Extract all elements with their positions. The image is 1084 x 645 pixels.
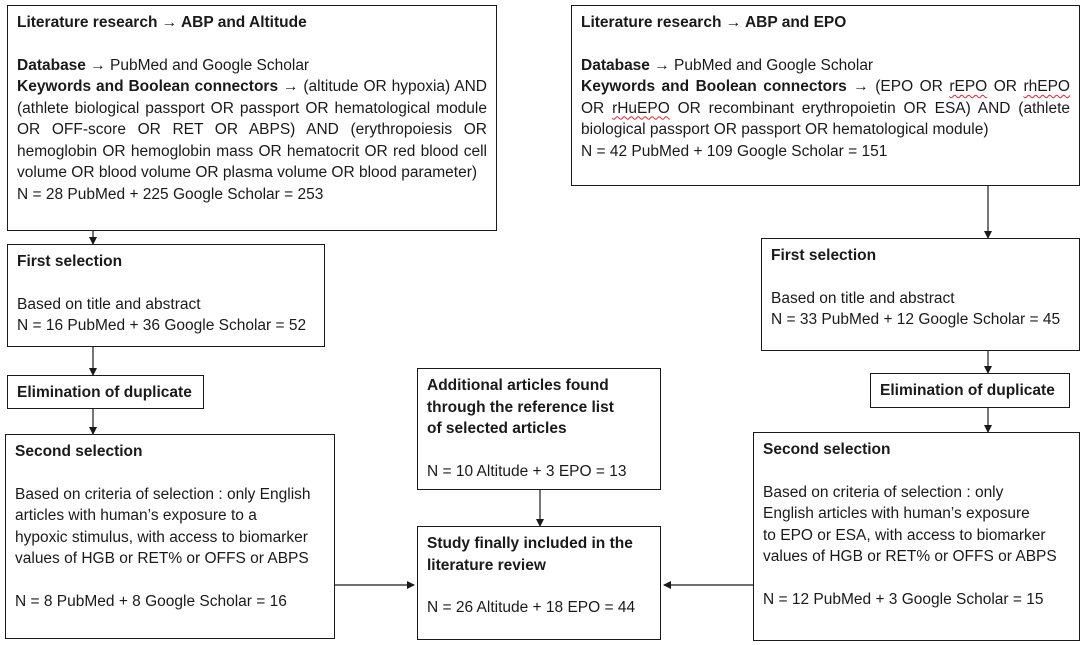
altitude-search-title: Literature research → ABP and Altitude <box>17 14 307 31</box>
epo-search-box <box>571 5 1080 186</box>
epo-second-line-3: to EPO or ESA, with access to biomarker <box>763 526 1046 544</box>
altitude-second-line-1: Based on criteria of selection : only English <box>15 485 311 503</box>
epo-second-line-2: English articles with human’s exposure <box>763 505 1030 522</box>
epo-duplicate-title: Elimination of duplicate <box>880 382 1055 399</box>
altitude-first-title: First selection <box>17 253 123 270</box>
epo-keywords-text: OR <box>987 78 1024 95</box>
altitude-first-selection-box <box>7 244 325 347</box>
epo-duplicate-box <box>870 373 1070 408</box>
epo-second-line-1: Based on criteria of selection : only <box>763 483 1004 501</box>
epo-keywords-label: Keywords and Boolean connectors → <box>581 78 869 95</box>
epo-first-selection-box <box>761 238 1080 351</box>
epo-second-line-4: values of HGB or RET% or OFFS or ABPS <box>763 548 1057 565</box>
keyword-rhuepo: rHuEPO <box>612 99 670 117</box>
epo-search-count: N = 42 PubMed + 109 Google Scholar = 151 <box>581 142 888 160</box>
altitude-keywords-text: (altitude OR hypoxia) AND (athlete biological passport OR passport OR hematological module OR OFF-score OR RET OR ABPS) AND (erythropoiesis OR hemoglobin OR hemoglobin mass OR hematocrit OR red blood cell volume OR blood volume OR plasma volume OR blood parameter) <box>17 78 487 181</box>
epo-database-label: Database <box>581 56 650 74</box>
altitude-second-count: N = 8 PubMed + 8 Google Scholar = 16 <box>15 592 287 610</box>
altitude-duplicate-title: Elimination of duplicate <box>17 384 192 401</box>
epo-database-text: → PubMed and Google Scholar <box>649 56 874 74</box>
epo-keywords-text: (EPO OR <box>868 78 950 95</box>
keyword-rhepo: rhEPO <box>1023 78 1070 95</box>
epo-first-basis: Based on title and abstract <box>771 289 955 307</box>
altitude-first-count: N = 16 PubMed + 36 Google Scholar = 52 <box>17 317 307 334</box>
additional-title-2: through the reference list <box>427 398 614 416</box>
altitude-second-line-2: articles with human’s exposure to a <box>15 507 257 524</box>
altitude-second-selection-box <box>5 434 335 639</box>
final-inclusion-box <box>417 526 661 640</box>
epo-first-title: First selection <box>771 247 877 264</box>
altitude-keywords-label: Keywords and Boolean connectors → <box>17 78 299 95</box>
altitude-second-title: Second selection <box>15 443 143 460</box>
additional-title-1: Additional articles found <box>427 377 609 394</box>
final-count: N = 26 Altitude + 18 EPO = 44 <box>427 599 636 616</box>
altitude-search-count: N = 28 PubMed + 225 Google Scholar = 253 <box>17 185 324 203</box>
altitude-second-line-3: hypoxic stimulus, with access to biomarker <box>15 528 308 546</box>
additional-count: N = 10 Altitude + 3 EPO = 13 <box>427 462 627 480</box>
final-title-2: literature review <box>427 556 546 574</box>
final-title-1: Study finally included in the <box>427 535 633 552</box>
altitude-search-box <box>7 5 497 231</box>
epo-second-selection-box <box>753 432 1080 641</box>
additional-title-3: of selected articles <box>427 420 567 437</box>
epo-second-title: Second selection <box>763 441 891 458</box>
keyword-repo: rEPO <box>949 78 988 95</box>
altitude-database-text: → PubMed and Google Scholar <box>85 56 310 74</box>
epo-first-count: N = 33 PubMed + 12 Google Scholar = 45 <box>771 311 1061 328</box>
epo-second-count: N = 12 PubMed + 3 Google Scholar = 15 <box>763 590 1044 608</box>
altitude-database-label: Database <box>17 56 86 74</box>
epo-search-title: Literature research → ABP and EPO <box>581 14 847 31</box>
altitude-second-line-4: values of HGB or RET% or OFFS or ABPS <box>15 550 309 567</box>
altitude-duplicate-box <box>7 375 204 409</box>
altitude-first-basis: Based on title and abstract <box>17 295 201 313</box>
epo-keywords-text: OR recombinant erythropoietin OR ESA) AND (athlete biological passport OR passport OR hematological module) <box>581 99 1070 138</box>
epo-keywords-text: OR <box>581 99 613 117</box>
additional-articles-box <box>417 368 661 490</box>
